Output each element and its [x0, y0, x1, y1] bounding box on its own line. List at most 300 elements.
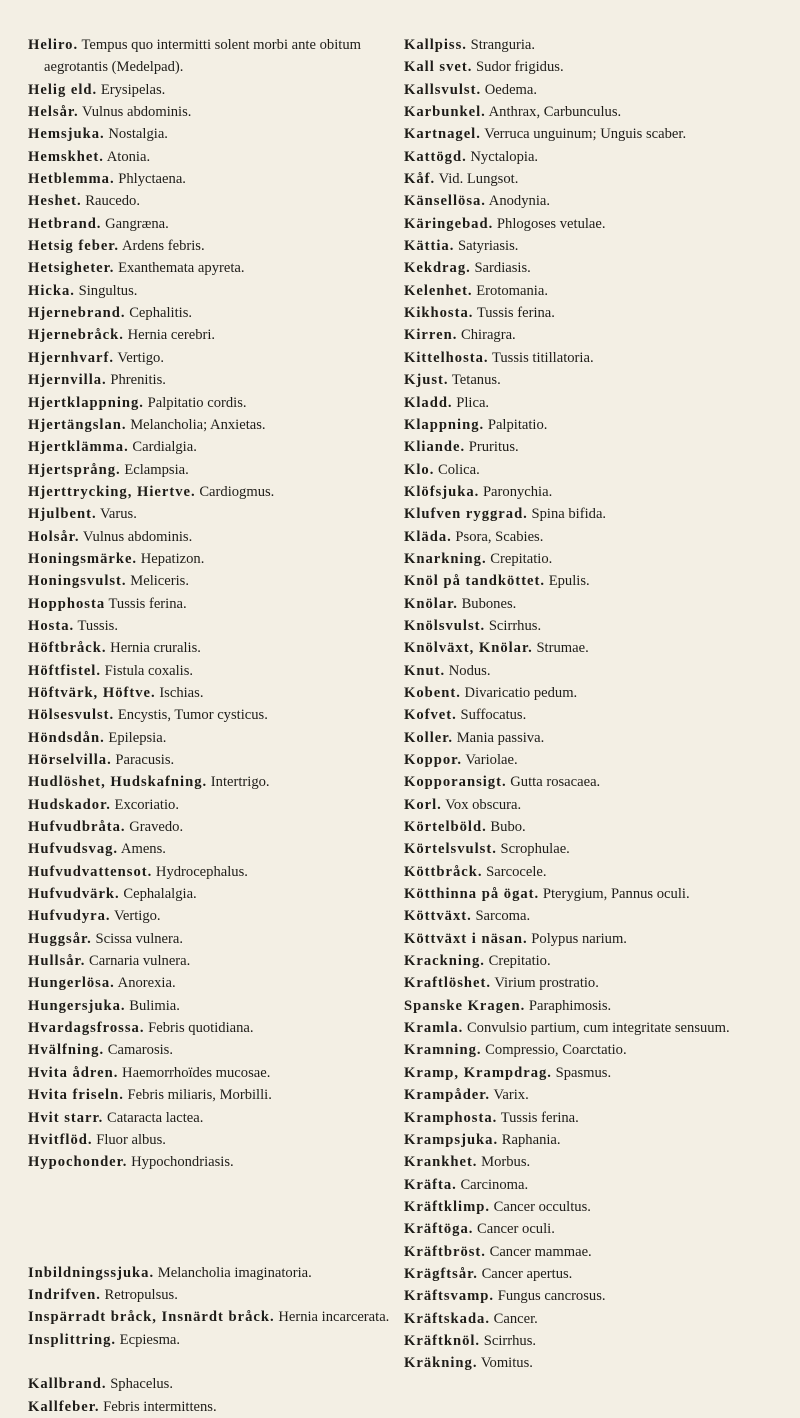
- entry-term: Kräfta.: [404, 1176, 457, 1193]
- entry-term: Hufvudvärk.: [28, 886, 120, 903]
- dictionary-entry: [28, 883, 400, 905]
- dictionary-entry: [28, 414, 400, 436]
- entry-definition: Divaricatio pedum.: [464, 684, 578, 701]
- dictionary-entry: [28, 503, 400, 525]
- dictionary-entry: [28, 1129, 400, 1151]
- entry-term: Kallfeber.: [28, 1398, 100, 1415]
- dictionary-entry: [404, 1218, 776, 1240]
- dictionary-entry: [28, 1107, 400, 1129]
- entry-definition: Psora, Scabies.: [455, 528, 544, 545]
- dictionary-entry: [404, 302, 776, 324]
- entry-term: Kramning.: [404, 1042, 482, 1059]
- entry-term: Krackning.: [404, 953, 485, 970]
- dictionary-entry: [404, 481, 776, 503]
- entry-term: Hypochonder.: [28, 1154, 128, 1171]
- entry-definition: Cancer oculi.: [477, 1221, 555, 1238]
- entry-term: Kelenhet.: [404, 282, 473, 299]
- entry-definition: Febris intermittens.: [103, 1398, 217, 1415]
- dictionary-entry: [404, 79, 776, 101]
- entry-term: Hicka.: [28, 282, 75, 299]
- entry-term: Knut.: [404, 662, 446, 679]
- entry-term: Käringebad.: [404, 215, 494, 232]
- entry-term: Hufvudvattensot.: [28, 863, 153, 880]
- entry-definition: Scrophulae.: [500, 841, 570, 858]
- entry-term: Hjertängslan.: [28, 416, 127, 433]
- entry-definition: Paraphimosis.: [528, 997, 612, 1014]
- entry-definition: Tussis ferina.: [476, 305, 555, 322]
- dictionary-entry: [28, 302, 400, 324]
- entry-definition: Ecpiesma.: [119, 1331, 181, 1348]
- entry-definition: Anodynia.: [488, 193, 551, 210]
- entry-term: Kittelhosta.: [404, 349, 489, 366]
- entry-term: Klöfsjuka.: [404, 483, 480, 500]
- entry-definition: Retropulsus.: [104, 1286, 178, 1303]
- dictionary-entry: [28, 213, 400, 235]
- entry-definition: Febris quotidiana.: [148, 1020, 254, 1037]
- entry-definition: Fistula coxalis.: [104, 662, 194, 679]
- entry-definition: Excoriatio.: [114, 796, 179, 813]
- entry-term: Klufven ryggrad.: [404, 506, 528, 523]
- entry-definition: Cephalitis.: [129, 305, 193, 322]
- entry-term: Koller.: [404, 729, 454, 746]
- dictionary-entry: [28, 1017, 400, 1039]
- entry-term: Kraftlöshet.: [404, 975, 491, 992]
- entry-definition: Erotomania.: [476, 282, 548, 299]
- dictionary-entry: [404, 101, 776, 123]
- entry-definition: Palpitatio.: [487, 416, 548, 433]
- entry-term: Kallsvulst.: [404, 81, 482, 98]
- dictionary-entry: [404, 1285, 776, 1307]
- dictionary-entry: [404, 794, 776, 816]
- entry-definition: Haemorrhoïdes mucosae.: [122, 1064, 271, 1081]
- dictionary-entry: [28, 481, 400, 503]
- dictionary-entry: [404, 34, 776, 56]
- entry-definition: Tetanus.: [451, 372, 501, 389]
- dictionary-entry: [404, 1151, 776, 1173]
- entry-definition: Cardiogmus.: [199, 483, 275, 500]
- entry-term: Hvälfning.: [28, 1042, 105, 1059]
- entry-definition: Scirrhus.: [483, 1332, 537, 1349]
- entry-term: Hjerttrycking, Hiertve.: [28, 483, 196, 500]
- entry-definition: Carcinoma.: [460, 1176, 529, 1193]
- entry-definition: Plica.: [456, 394, 490, 411]
- dictionary-entry: [404, 637, 776, 659]
- dictionary-entry: [404, 861, 776, 883]
- dictionary-entry: [28, 704, 400, 726]
- dictionary-entry: [28, 1084, 400, 1106]
- dictionary-entry: [404, 816, 776, 838]
- dictionary-entry: [28, 1306, 400, 1328]
- dictionary-entry: [404, 56, 776, 78]
- entry-term: Kattögd.: [404, 148, 467, 165]
- entry-definition: Paronychia.: [482, 483, 553, 500]
- entry-definition: Morbus.: [481, 1154, 531, 1171]
- dictionary-entry: [28, 682, 400, 704]
- entry-definition: Pruritus.: [468, 439, 519, 456]
- entry-definition: Scissa vulnera.: [95, 930, 184, 947]
- entry-term: Höndsdån.: [28, 729, 105, 746]
- dictionary-entry: [28, 1396, 400, 1418]
- entry-term: Kräftöga.: [404, 1221, 474, 1238]
- dictionary-entry: [404, 347, 776, 369]
- entry-term: Helsår.: [28, 104, 79, 121]
- entry-definition: Tussis ferina.: [500, 1109, 579, 1126]
- entry-term: Köttbråck.: [404, 863, 483, 880]
- entry-definition: Sarcocele.: [486, 863, 547, 880]
- entry-definition: Palpitatio cordis.: [147, 394, 247, 411]
- section-gap: [28, 1351, 400, 1373]
- entry-definition: Raphania.: [501, 1131, 561, 1148]
- dictionary-entry: [404, 1196, 776, 1218]
- entry-definition: Epulis.: [548, 573, 590, 590]
- entry-definition: Exanthemata apyreta.: [118, 260, 245, 277]
- entry-term: Knölsvulst.: [404, 617, 486, 634]
- dictionary-entry: [28, 235, 400, 257]
- entry-term: Höftbråck.: [28, 640, 107, 657]
- entry-definition: Hernia cruralis.: [110, 640, 201, 657]
- entry-term: Knarkning.: [404, 550, 487, 567]
- entry-term: Kliande.: [404, 439, 466, 456]
- entry-definition: Polypus narium.: [531, 930, 627, 947]
- entry-term: Inbildningssjuka.: [28, 1264, 155, 1281]
- entry-definition: Verruca unguinum; Unguis scaber.: [484, 126, 687, 143]
- dictionary-entry: [28, 459, 400, 481]
- entry-term: Krankhet.: [404, 1154, 478, 1171]
- right-column: [404, 34, 776, 1375]
- entry-definition: Ischias.: [159, 684, 204, 701]
- entry-definition: Variolae.: [465, 752, 518, 768]
- entry-term: Klappning.: [404, 416, 485, 433]
- entry-definition: Phrenitis.: [110, 372, 166, 389]
- dictionary-entry: [28, 995, 400, 1017]
- entry-definition: Compressio, Coarctatio.: [485, 1042, 627, 1059]
- dictionary-entry: [404, 168, 776, 190]
- dictionary-entry: [404, 749, 776, 771]
- entry-term: Kladd.: [404, 394, 453, 411]
- dictionary-entry: [404, 928, 776, 950]
- entry-definition: Vid. Lungsot.: [438, 171, 519, 188]
- dictionary-entry: [404, 771, 776, 793]
- dictionary-entry: [404, 1017, 776, 1039]
- entry-term: Kramla.: [404, 1020, 464, 1037]
- dictionary-entry: [404, 324, 776, 346]
- entry-definition: Gutta rosacaea.: [510, 774, 601, 791]
- entry-definition: Varix.: [493, 1087, 529, 1104]
- dictionary-entry: [28, 794, 400, 816]
- entry-definition: Hypochondriasis.: [131, 1154, 234, 1171]
- dictionary-entry: [28, 79, 400, 101]
- entry-definition: Camarosis.: [107, 1042, 174, 1059]
- entry-definition: Varus.: [100, 506, 137, 523]
- dictionary-entry: [28, 972, 400, 994]
- dictionary-entry: [28, 1151, 400, 1173]
- dictionary-entry: [28, 660, 400, 682]
- entry-term: Hjernebrand.: [28, 305, 126, 322]
- entry-term: Hufvudyra.: [28, 908, 111, 925]
- entry-definition: Bulimia.: [129, 997, 180, 1014]
- entry-term: Hölsesvulst.: [28, 707, 115, 724]
- entry-definition: Sarcoma.: [475, 908, 531, 925]
- entry-term: Hungerlösa.: [28, 975, 115, 992]
- left-column: [28, 34, 400, 1418]
- dictionary-entry: [28, 257, 400, 279]
- dictionary-entry: [404, 436, 776, 458]
- entry-term: Kräkning.: [404, 1355, 478, 1372]
- dictionary-entry: [404, 257, 776, 279]
- entry-term: Kramp, Krampdrag.: [404, 1064, 552, 1081]
- entry-definition: Oedema.: [484, 81, 538, 98]
- entry-term: Hjernhvarf.: [28, 349, 114, 366]
- entry-definition: Strumae.: [536, 640, 589, 657]
- dictionary-entry: [28, 369, 400, 391]
- dictionary-entry: [404, 905, 776, 927]
- entry-term: Kläda.: [404, 528, 452, 545]
- dictionary-entry: [404, 414, 776, 436]
- entry-definition: Nostalgia.: [108, 126, 168, 143]
- entry-term: Kirren.: [404, 327, 458, 344]
- entry-term: Höftvärk, Höftve.: [28, 684, 156, 701]
- dictionary-entry: [28, 928, 400, 950]
- dictionary-entry: [28, 615, 400, 637]
- entry-term: Hullsår.: [28, 953, 86, 970]
- dictionary-entry: [404, 593, 776, 615]
- dictionary-entry: [404, 1308, 776, 1330]
- dictionary-entry: [28, 1373, 400, 1395]
- entry-term: Körtelsvulst.: [404, 841, 497, 858]
- entry-term: Hetbrand.: [28, 215, 102, 232]
- entry-definition: Anthrax, Carbunculus.: [488, 104, 622, 121]
- entry-term: Hjertklappning.: [28, 394, 144, 411]
- entry-definition: Bubones.: [461, 595, 517, 612]
- entry-term: Knöl på tandköttet.: [404, 573, 546, 590]
- entry-definition: Vertigo.: [117, 349, 164, 366]
- dictionary-entry: [28, 101, 400, 123]
- entry-term: Kräftskada.: [404, 1310, 490, 1327]
- entry-definition: Sardiasis.: [474, 260, 531, 277]
- dictionary-entry: [404, 972, 776, 994]
- entry-definition: Cancer.: [493, 1310, 538, 1327]
- entry-definition: Tussis.: [77, 617, 118, 634]
- entry-definition: Spina bifida.: [531, 506, 607, 523]
- entry-term: Kåf.: [404, 171, 436, 188]
- entry-group-h: [28, 34, 400, 1174]
- entry-definition: Encystis, Tumor cysticus.: [117, 707, 268, 724]
- dictionary-entry: [28, 1329, 400, 1351]
- dictionary-entry: [404, 369, 776, 391]
- entry-definition: Chiragra.: [461, 327, 516, 344]
- dictionary-entry: [404, 459, 776, 481]
- entry-term: Korl.: [404, 796, 442, 813]
- entry-definition: Colica.: [438, 461, 480, 478]
- entry-definition: Cephalalgia.: [123, 886, 197, 903]
- entry-definition: Eclampsia.: [124, 461, 189, 478]
- entry-term: Kikhosta.: [404, 305, 474, 322]
- dictionary-entry: [404, 727, 776, 749]
- dictionary-entry: [28, 1262, 400, 1284]
- entry-term: Krampsjuka.: [404, 1131, 499, 1148]
- entry-term: Indrifven.: [28, 1286, 101, 1303]
- dictionary-entry: [28, 436, 400, 458]
- dictionary-entry: [28, 392, 400, 414]
- dictionary-entry: [28, 190, 400, 212]
- entry-definition: Mania passiva.: [456, 729, 545, 746]
- dictionary-entry: [404, 1241, 776, 1263]
- entry-term: Kötthinna på ögat.: [404, 886, 540, 903]
- dictionary-entry: [404, 838, 776, 860]
- entry-term: Holsår.: [28, 528, 80, 545]
- entry-definition: Cancer occultus.: [493, 1198, 591, 1215]
- entry-term: Huggsår.: [28, 930, 92, 947]
- entry-term: Hjernvilla.: [28, 372, 107, 389]
- entry-term: Hvita friseln.: [28, 1087, 124, 1104]
- entry-definition: Hydrocephalus.: [155, 863, 248, 880]
- entry-term: Kramphosta.: [404, 1109, 498, 1126]
- entry-definition: Epilepsia.: [108, 729, 167, 746]
- dictionary-entry: [28, 1062, 400, 1084]
- dictionary-entry: [404, 1062, 776, 1084]
- entry-definition: Cancer apertus.: [481, 1265, 573, 1282]
- entry-term: Kallpiss.: [404, 37, 467, 53]
- entry-term: Hvit starr.: [28, 1109, 104, 1126]
- dictionary-entry: [28, 526, 400, 548]
- entry-term: Kräftsvamp.: [404, 1288, 495, 1305]
- entry-definition: Gangræna.: [105, 215, 169, 232]
- entry-term: Köttväxt.: [404, 908, 472, 925]
- dictionary-entry: [28, 816, 400, 838]
- dictionary-entry: [28, 570, 400, 592]
- entry-definition: Vox obscura.: [445, 796, 522, 813]
- entry-definition: Phlyctaena.: [118, 171, 186, 188]
- dictionary-entry: [28, 280, 400, 302]
- entry-term: Hjertklämma.: [28, 439, 129, 456]
- entry-definition: Raucedo.: [85, 193, 140, 210]
- entry-term: Kartnagel.: [404, 126, 481, 143]
- entry-term: Hudlöshet, Hudskafning.: [28, 774, 208, 791]
- dictionary-entry: [28, 548, 400, 570]
- entry-term: Hetsig feber.: [28, 238, 120, 255]
- entry-definition: Intertrigo.: [210, 774, 270, 791]
- dictionary-entry: [404, 950, 776, 972]
- dictionary-entry: [404, 280, 776, 302]
- entry-term: Kekdrag.: [404, 260, 471, 277]
- entry-definition: Febris miliaris, Morbilli.: [127, 1087, 272, 1104]
- dictionary-entry: [28, 347, 400, 369]
- entry-term: Inspärradt bråck, Insnärdt bråck.: [28, 1309, 275, 1326]
- entry-term: Hjulbent.: [28, 506, 97, 523]
- entry-definition: Cataracta lactea.: [106, 1109, 204, 1126]
- entry-term: Honingsvulst.: [28, 573, 127, 590]
- dictionary-entry: [28, 593, 400, 615]
- entry-term: Hetsigheter.: [28, 260, 115, 277]
- entry-definition: Virium prostratio.: [494, 975, 599, 992]
- dictionary-entry: [404, 704, 776, 726]
- entry-term: Heshet.: [28, 193, 82, 210]
- entry-definition: Hernia incarcerata.: [278, 1309, 390, 1326]
- entry-definition: Cardialgia.: [132, 439, 197, 456]
- entry-definition: Carnaria vulnera.: [89, 953, 191, 970]
- dictionary-entry: [404, 146, 776, 168]
- entry-term: Knölar.: [404, 595, 458, 612]
- entry-definition: Melancholia; Anxietas.: [130, 416, 266, 433]
- dictionary-entry: [404, 615, 776, 637]
- entry-term: Hjernebråck.: [28, 327, 124, 344]
- entry-term: Kofvet.: [404, 707, 457, 724]
- dictionary-entry: [28, 771, 400, 793]
- dictionary-entry: [28, 637, 400, 659]
- dictionary-entry: [28, 727, 400, 749]
- dictionary-entry: [28, 34, 400, 79]
- dictionary-entry: [404, 213, 776, 235]
- entry-term: Insplittring.: [28, 1331, 117, 1348]
- entry-group-k-continued: [404, 34, 776, 1375]
- dictionary-entry: [404, 123, 776, 145]
- entry-definition: Vomitus.: [480, 1355, 533, 1372]
- entry-term: Helig eld.: [28, 81, 98, 98]
- entry-term: Koppor.: [404, 752, 462, 768]
- dictionary-entry: [28, 1039, 400, 1061]
- entry-group-k: [28, 1373, 400, 1418]
- entry-term: Hudskador.: [28, 796, 111, 813]
- dictionary-entry: [28, 123, 400, 145]
- entry-definition: Anorexia.: [117, 975, 176, 992]
- entry-term: Hufvudbråta.: [28, 819, 126, 836]
- dictionary-entry: [28, 168, 400, 190]
- entry-term: Hemskhet.: [28, 148, 104, 165]
- dictionary-entry: [28, 950, 400, 972]
- entry-definition: Crepitatio.: [488, 953, 551, 970]
- entry-term: Hörselvilla.: [28, 752, 112, 768]
- dictionary-entry: [404, 1084, 776, 1106]
- dictionary-entry: [404, 682, 776, 704]
- entry-definition: Melancholia imaginatoria.: [157, 1264, 312, 1281]
- entry-definition: Hepatizon.: [140, 550, 205, 567]
- entry-term: Kall svet.: [404, 59, 473, 76]
- entry-term: Knölväxt, Knölar.: [404, 640, 533, 657]
- entry-term: Körtelböld.: [404, 819, 487, 836]
- entry-term: Hosta.: [28, 617, 75, 634]
- entry-term: Hufvudsvag.: [28, 841, 119, 858]
- entry-definition: Meliceris.: [130, 573, 189, 590]
- dictionary-entry: [404, 995, 776, 1017]
- entry-definition: Tussis titillatoria.: [491, 349, 594, 366]
- entry-definition: Atonia.: [106, 148, 151, 165]
- entry-definition: Tempus quo intermitti solent morbi ante obitum aegrotantis (Medelpad).: [44, 37, 361, 76]
- entry-term: Spanske Kragen.: [404, 997, 526, 1014]
- entry-definition: Singultus.: [78, 282, 138, 299]
- entry-definition: Bubo.: [490, 819, 526, 836]
- entry-definition: Amens.: [120, 841, 166, 858]
- dictionary-entry: [28, 1284, 400, 1306]
- dictionary-entry: [28, 324, 400, 346]
- entry-term: Hungersjuka.: [28, 997, 126, 1014]
- entry-definition: Stranguria.: [470, 37, 536, 53]
- dictionary-entry: [28, 905, 400, 927]
- entry-definition: Phlogoses vetulae.: [496, 215, 606, 232]
- entry-definition: Hernia cerebri.: [127, 327, 216, 344]
- entry-definition: Paracusis.: [115, 752, 175, 768]
- entry-definition: Satyriasis.: [458, 238, 519, 255]
- dictionary-entry: [404, 1352, 776, 1374]
- entry-definition: Sphacelus.: [110, 1376, 174, 1393]
- dictionary-entry: [404, 883, 776, 905]
- entry-term: Klo.: [404, 461, 435, 478]
- entry-definition: Tussis ferina.: [108, 595, 187, 612]
- entry-definition: Erysipelas.: [100, 81, 166, 98]
- entry-definition: Sudor frigidus.: [476, 59, 564, 76]
- dictionary-entry: [404, 548, 776, 570]
- entry-definition: Suffocatus.: [460, 707, 527, 724]
- dictionary-entry: [404, 1330, 776, 1352]
